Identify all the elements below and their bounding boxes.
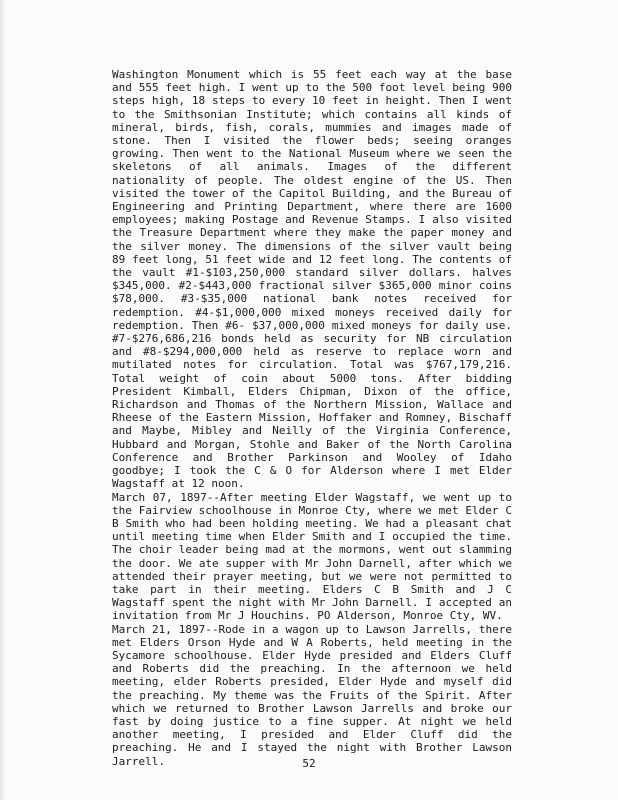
paragraph-washington-visit: Washington Monument which is 55 feet each way at the base and 555 feet high. I went up to the 500 foot level being 900 steps high, 18 steps to every 10 feet in height. Then I went to the Smithsonian Institute; which contains all kinds of mineral, birds, fish, corals, mummies and images made of stone. Then I visited the flower beds; seeing oranges growing. Then went to the National Museum where we seen the skeletons of all animals. Images of the different nationality of people. The oldest engine of the US. Then visited the tower of the Capitol Building, and the Bureau of Engineering and Printing Department, where there are 1600 employees; making Postage and Revenue Stamps. I also visited the Treasure Department where they make the paper money and the silver money. The dimensions of the silver vault being 89 feet long, 51 feet wide and 12 feet long. The contents of the vault #1-$103,250,000 standard silver dollars. halves $345,000. #2-$443,000 fractional silver $365,000 minor coins $78,000. #3-$35,000 national bank notes received for redemption. #4-$1,000,000 mixed moneys received daily for redemption. Then #6- $37,000,000 mixed moneys for daily use. #7-$276,686,216 bonds held as security for NB circulation and #8-$294,000,000 held as reserve to replace worn and mutilated notes for circulation. Total was $767,179,216. Total weight of coin about 5000 tons. After bidding President Kimball, Elders Chipman, Dixon of the office, Richardson and Thomas of the Northern Mission, Wallace and Rheese of the Eastern Mission, Hoffaker and Romney, Bischaff and Maybe, Mibley and Neilly of the Virginia Conference, Hubbard and Morgan, Stohle and Baker of the North Carolina Conference and Brother Parkinson and Wooley of Idaho goodbye; I took the C & O for Alderson where I met Elder Wagstaff at 12 noon. — [112, 68, 512, 491]
paragraph-march-21-entry: March 21, 1897--Rode in a wagon up to Lawson Jarrells, there met Elders Orson Hyde and W A Roberts, held meeting in the Sycamore schoolhouse. Elder Hyde presided and Elders Cluff and Roberts did the preaching. In the afternoon we held meeting, elder Roberts presided, Elder Hyde and myself did the preaching. My theme was the Fruits of the Spirit. After which we returned to Brother Lawson Jarrells and broke our fast by doing justice to a fine supper. At night we held another meeting, I presided and Elder Cluff did the preaching. He and I stayed the night with Brother Lawson Jarrell. — [112, 622, 512, 768]
document-body — [112, 68, 512, 768]
page-number: 52 — [302, 757, 316, 770]
page-edge-shadow — [0, 0, 6, 800]
paragraph-march-07-entry: March 07, 1897--After meeting Elder Wagstaff, we went up to the Fairview schoolhouse in Monroe Cty, where we met Elder C B Smith who had been holding meeting. We had a pleasant chat until meeting time when Elder Smith and I occupied the time. The choir leader being mad at the mormons, went out slamming the door. We ate supper with Mr John Darnell, after which we attended their prayer meeting, but we were not permitted to take part in their meeting. Elders C B Smith and J C Wagstaff spent the night with Mr John Darnell. I accepted an invitation from Mr J Houchins. PO Alderson, Monroe Cty, WV. — [112, 490, 512, 623]
